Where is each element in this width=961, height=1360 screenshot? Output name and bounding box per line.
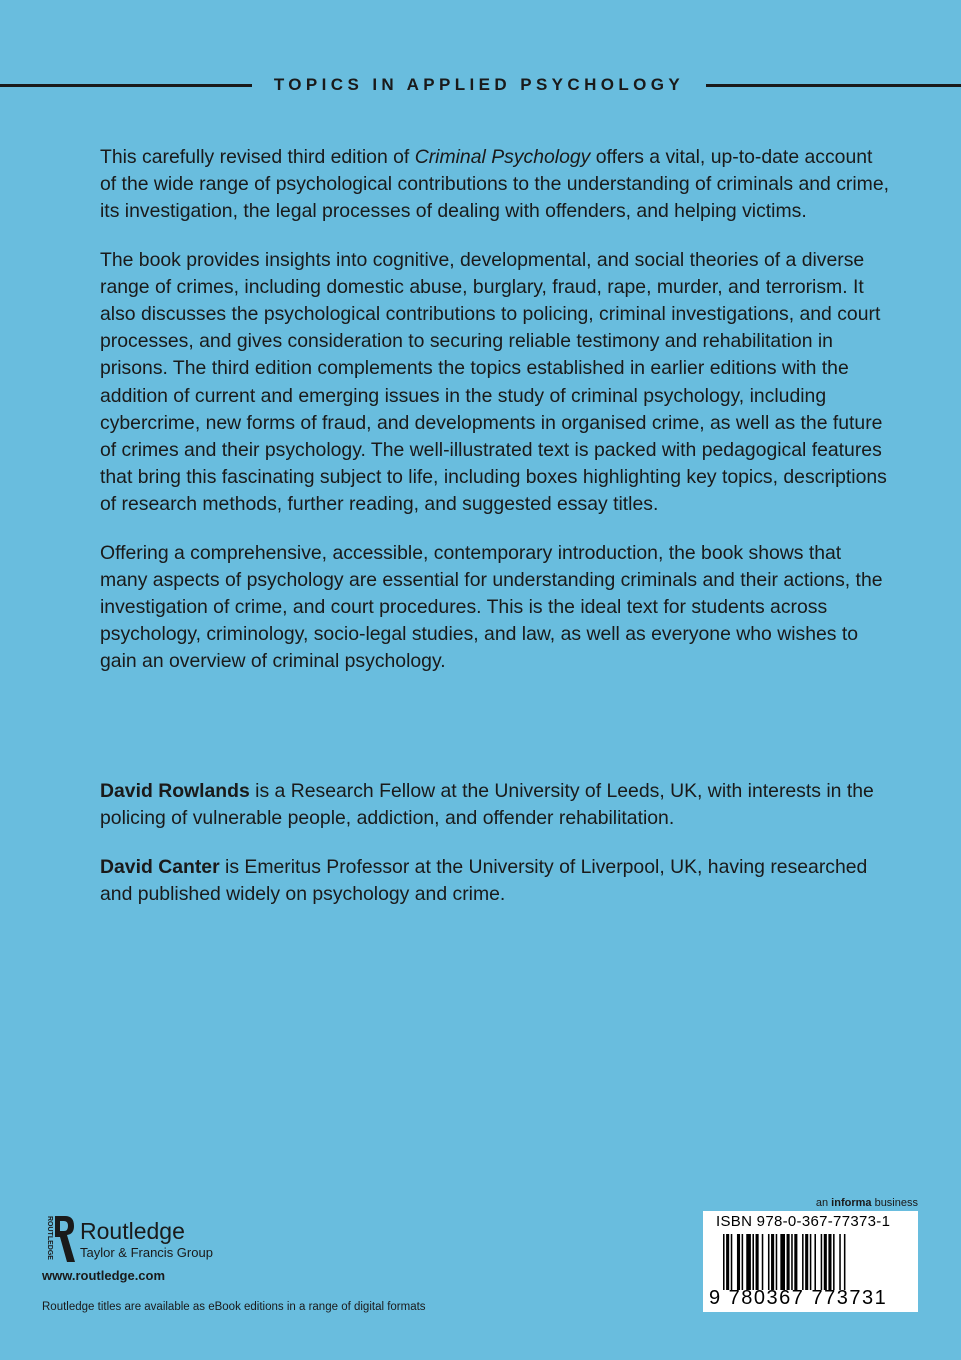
book-description [100, 144, 890, 697]
description-paragraph-3: Offering a comprehensive, accessible, contemporary introduction, the book shows that many aspects of psychology are essential for understanding criminals and their actions, the investigation of crime, and court procedures. This is the ideal text for students across psychology, criminology, socio-legal studies, and law, as well as everyone who wishes to gain an overview of criminal psychology. [100, 541, 883, 673]
svg-text:ROUTLEDGE: ROUTLEDGE [46, 1216, 53, 1260]
informa-business: an informa business [815, 1197, 918, 1209]
author-bio-rowlands: David Rowlands is a Research Fellow at the University of Leeds, UK, with interests in the policing of vulnerable people, addiction, and offender rehabilitation. [100, 780, 874, 830]
isbn-label: ISBN 978-0-367-77373-1 [716, 1213, 891, 1230]
author-name: David Rowlands [100, 780, 250, 802]
description-paragraph-2: The book provides insights into cognitive, developmental, and social theories of a diverse range of crimes, including domestic abuse, burglary, fraud, rape, murder, and terrorism. It also discusses the psychological contributions to policing, criminal investigations, and court processes, and gives consideration to securing reliable testimony and rehabilitation in prisons. The third edition complements the topics established in earlier editions with the addition of current and emerging issues in the study of criminal psychology, including cybercrime, new forms of fraud, and developments in organised crime, as well as the future of crimes and their psychology. The well-illustrated text is packed with pedagogical features that bring this fascinating subject to life, including boxes highlighting key topics, descriptions of research methods, further reading, and suggested essay titles. [100, 248, 887, 516]
publisher-name: Routledge [80, 1218, 185, 1244]
routledge-logo [42, 1214, 242, 1264]
series-rule-right [706, 84, 961, 87]
series-header [0, 74, 961, 96]
ebook-note: Routledge titles are available as eBook editions in a range of digital formats [42, 1301, 426, 1313]
isbn-barcode [703, 1211, 918, 1312]
publisher-group: Taylor & Francis Group [80, 1245, 213, 1260]
description-paragraph-1: This carefully revised third edition of Criminal Psychology offers a vital, up-to-date account of the wide range of psychological contributions to the understanding of criminals and crime, its investigation, the legal processes of dealing with offenders, and helping victims. [100, 146, 889, 223]
author-bio-canter: David Canter is Emeritus Professor at the University of Liverpool, UK, having researched and published widely on psychology and crime. [100, 856, 868, 906]
routledge-mark-icon [42, 1214, 78, 1264]
barcode-icon [723, 1234, 898, 1290]
author-name: David Canter [100, 856, 220, 878]
series-rule-left [0, 84, 252, 87]
publisher-website: www.routledge.com [42, 1268, 166, 1283]
barcode-digits: 9 780367 773731 [709, 1287, 888, 1309]
series-title: TOPICS IN APPLIED PSYCHOLOGY [273, 75, 685, 94]
book-title: Criminal Psychology [414, 146, 591, 168]
